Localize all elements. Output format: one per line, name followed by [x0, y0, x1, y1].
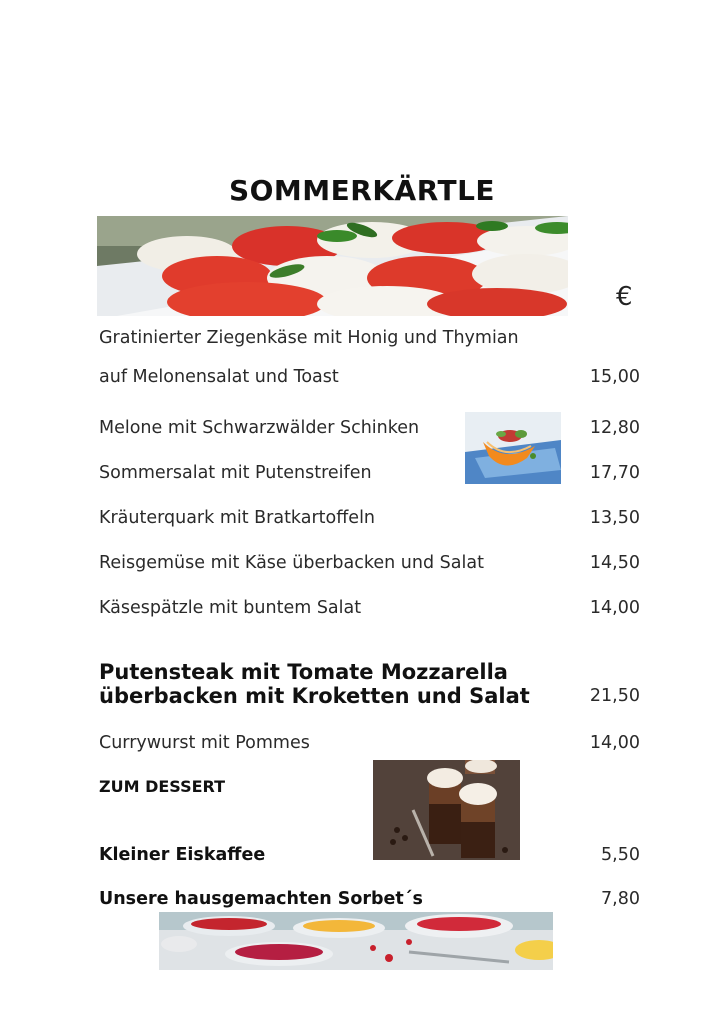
- iced-coffee-photo: [373, 760, 520, 860]
- menu-item-price: 13,50: [589, 508, 640, 528]
- menu-item-price: 14,50: [589, 553, 640, 573]
- menu-item-name: Gratinierter Ziegenkäse mit Honig und Thymian: [99, 328, 519, 348]
- menu-item-price: 14,00: [589, 733, 640, 753]
- dessert-heading: ZUM DESSERT: [99, 777, 226, 796]
- currency-symbol: €: [616, 282, 633, 312]
- dessert-item-name: Kleiner Eiskaffee: [99, 845, 266, 865]
- feature-item-line1: Putensteak mit Tomate Mozzarella: [99, 660, 508, 684]
- menu-item-price: 17,70: [589, 463, 640, 483]
- dessert-item-price: 7,80: [601, 889, 640, 909]
- menu-item-name: Reisgemüse mit Käse überbacken und Salat: [99, 553, 484, 573]
- menu-title: SOMMERKÄRTLE: [228, 174, 496, 207]
- menu-item-name: Kräuterquark mit Bratkartoffeln: [99, 508, 376, 528]
- menu-item-name: Melone mit Schwarzwälder Schinken: [99, 418, 420, 438]
- menu-item-name: Sommersalat mit Putenstreifen: [99, 463, 372, 483]
- dessert-item-price: 5,50: [601, 845, 640, 865]
- menu-item-name: Käsespätzle mit buntem Salat: [99, 598, 362, 618]
- feature-item-price: 21,50: [589, 686, 640, 706]
- menu-item-price: 14,00: [589, 598, 640, 618]
- sorbet-photo: [159, 912, 553, 970]
- feature-item-line2: überbacken mit Kroketten und Salat: [99, 684, 530, 708]
- menu-item-price: 15,00: [589, 367, 640, 387]
- menu-item-price: 12,80: [589, 418, 640, 438]
- dessert-item-name: Unsere hausgemachten Sorbet´s: [99, 889, 423, 909]
- caprese-photo: [97, 216, 568, 316]
- menu-item-name: Currywurst mit Pommes: [99, 733, 310, 753]
- menu-item-name: auf Melonensalat und Toast: [99, 367, 339, 387]
